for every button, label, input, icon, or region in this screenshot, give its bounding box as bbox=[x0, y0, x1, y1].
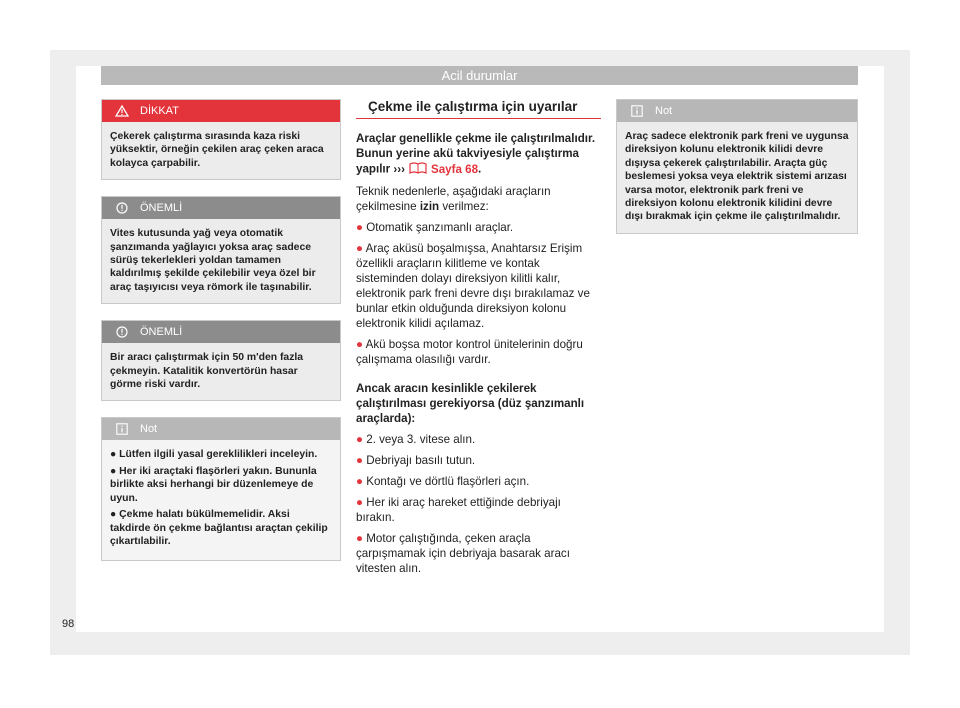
reason-paragraph: Teknik nedenlerle, aşağıdaki araçların çekilmesine izin verilmez: bbox=[356, 185, 551, 213]
left-column bbox=[101, 99, 341, 577]
list-item: ● Araç aküsü boşalmışsa, Anahtarsız Erişim özellikli araçların kilitleme ve kontak sisteminden dolayı direksiyon kilitli kalır, elektronik park freni devre dışı bırakılamaz ve bunlar etkin olduğunda direksiyon kolonu elektronik kilidi açılamaz. bbox=[356, 242, 590, 330]
cross-reference[interactable]: ››› Sayfa 68 bbox=[393, 163, 478, 176]
list-item: ● Her iki araç hareket ettiğinde debriyajı bırakın. bbox=[356, 496, 561, 524]
warning-triangle-icon bbox=[114, 105, 130, 117]
list-item: ● Akü boşsa motor kontrol ünitelerinin doğru çalışmama olasılığı vardır. bbox=[356, 338, 583, 366]
important-text-1: Vites kutusunda yağ veya otomatik şanzımanda yağlayıcı yoksa araç sadece sürüş tekerlekleri yoldan tamamen kaldırılmış şekilde çekilebilir veya özel bir araç taşıyıcısı veya römork ile taşınabilir. bbox=[102, 219, 340, 303]
warning-label: DİKKAT bbox=[140, 105, 179, 117]
note-item: ● Lütfen ilgili yasal gereklilikleri inceleyin. bbox=[110, 449, 318, 461]
list-item: ● Otomatik şanzımanlı araçlar. bbox=[356, 221, 514, 234]
important-header-2 bbox=[102, 321, 340, 343]
warning-text: Çekerek çalıştırma sırasında kaza riski yüksektir, örneğin çekilen araç çeken araca kolayca çarpabilir. bbox=[102, 122, 340, 179]
note-item: ● Çekme halatı bükülmemelidir. Aksi takdirde ön çekme bağlantısı araçtan çekilip çıkartılabilir. bbox=[110, 509, 328, 547]
right-column bbox=[616, 99, 858, 250]
note-text-right: Araç sadece elektronik park freni ve uygunsa direksiyon kolunu elektronik kilidi devre dışıysa çekerek çalıştırılabilir. Araçta güç beslemesi yoksa veya elektrik sistemi arızası varsa motor, elektronik park freni ve direksiyon kolonu elektronik kilidini devre dışı bırakmak için çekme ile çalıştırılmalıdır. bbox=[617, 122, 857, 233]
list-item: ● 2. veya 3. vitese alın. bbox=[356, 433, 476, 446]
note-item: ● Her iki araçtaki flaşörleri yakın. Bununla birlikte aksi herhangi bir düzenlemeye de uyun. bbox=[110, 465, 317, 504]
note-label: Not bbox=[140, 423, 158, 436]
book-page-icon bbox=[408, 161, 428, 178]
note-header bbox=[102, 418, 340, 440]
list-item: ● Motor çalıştığında, çeken araçla çarpışmamak için debriyaja basarak aracı vitesten alın. bbox=[356, 532, 570, 575]
page-number: 98 bbox=[62, 618, 75, 630]
section-title: Çekme ile çalıştırma için uyarılar bbox=[356, 99, 601, 119]
page-ref-link[interactable]: Sayfa 68 bbox=[430, 162, 479, 176]
info-icon bbox=[114, 423, 130, 435]
page-header: Acil durumlar bbox=[101, 66, 858, 85]
list-item: ● Kontağı ve dörtlü flaşörleri açın. bbox=[356, 475, 530, 488]
exclamation-circle-icon bbox=[114, 326, 130, 338]
info-icon bbox=[629, 105, 645, 117]
warning-header bbox=[102, 100, 340, 122]
middle-column bbox=[356, 99, 601, 582]
important-header-1 bbox=[102, 197, 340, 219]
list-item: ● Debriyajı basılı tutun. bbox=[356, 454, 476, 467]
exclamation-circle-icon bbox=[114, 202, 130, 214]
note-header-right bbox=[617, 100, 857, 122]
subheading: Ancak aracın kesinlikle çekilerek çalıştırılması gerekiyorsa (düz şanzımanlı araçlarda): bbox=[356, 382, 585, 425]
important-label-1: ÖNEMLİ bbox=[140, 202, 183, 215]
note-label-right: Not bbox=[655, 105, 673, 117]
important-label-2: ÖNEMLİ bbox=[140, 326, 183, 339]
note-box bbox=[101, 417, 341, 561]
important-box-2 bbox=[101, 320, 341, 401]
important-text-2: Bir aracı çalıştırmak için 50 m'den fazla çekmeyin. Katalitik konvertörün hasar görme riski vardır. bbox=[102, 343, 340, 400]
note-box-right bbox=[616, 99, 858, 234]
intro-paragraph: Araçlar genellikle çekme ile çalıştırılmalıdır. Bunun yerine akü takviyesiyle çalıştırma yapılır ››› Sayfa 68. bbox=[356, 131, 601, 178]
note-body bbox=[102, 440, 340, 560]
important-box-1 bbox=[101, 196, 341, 304]
warning-box bbox=[101, 99, 341, 180]
